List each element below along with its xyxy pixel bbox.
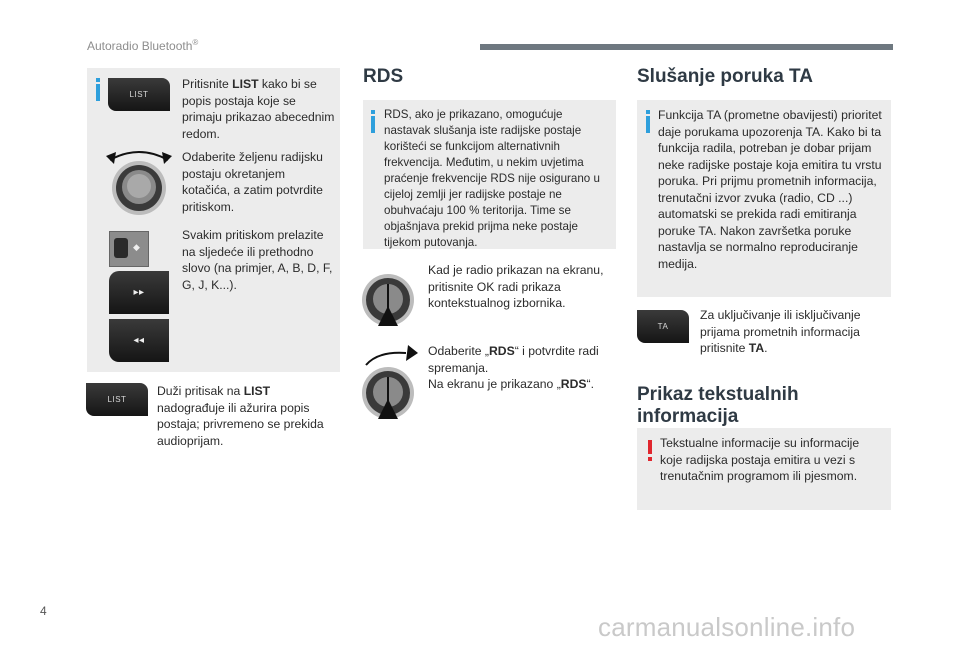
warning-icon [648,440,652,454]
ta-step-text: Za uključivanje ili isključivanje prijama prometnih informacija pritisnite TA. [700,308,861,355]
step-rotate-text: Odaberite željenu radijsku postaju okretanjem kotačića, a zatim potvrdite pritiskom. [182,150,323,214]
rds-heading: RDS [363,66,404,87]
list-button-label: LIST [129,90,149,99]
info-icon [371,116,375,133]
rds-info-text: RDS, ako je prikazano, omogućuje nastavak slušanja iste radijske postaje korišteći se funkcijom alternativnih frekvencija. Međutim, u nekim uvjetima praćenje frekvencije RDS nije osigurano u cijeloj zemlji jer radijske postaje ne obuhvaćaju 100 % teritorija. Time se objašnjava prekid prijma neke postaje tijekom putovanja. [384,108,600,249]
header-bar [480,44,893,50]
rotary-knob-icon [104,146,174,218]
header-title: Autoradio Bluetooth® [87,38,199,53]
rds-step2-text: Odaberite „RDS“ i potvrdite radi spremanja. Na ekranu je prikazano „RDS“. [428,344,599,391]
prev-button-image [109,319,169,362]
ta-info-text: Funkcija TA (prometne obavijesti) prioritet daje porukama upozorenja TA. Kako bi ta funkcija radila, potreban je dobar prijam neke radijske postaje koja emitira tu vrstu poruka. Pri prijmu prometnih informacija, trenutačni izvor zvuka (radio, CD ...) automatski se prekida radi emitiranja poruke TA. Nakon završetka poruke nastavlja se normalno reproduciranje medija. [658,108,882,271]
rotate-confirm-knob-icon [356,341,426,425]
watermark: carmanualsonline.info [598,612,856,642]
info-icon [646,116,650,133]
ok-knob-icon [358,266,418,336]
ta-heading: Slušanje poruka TA [637,66,813,87]
ta-button-label: TA [657,322,669,331]
fast-forward-icon: ▸▸ [133,287,145,298]
warning-text: Tekstualne informacije su informacije koje radijska postaja emitira u vezi s trenutačnim programom ili pjesmom. [660,436,860,483]
list-button-image [108,78,170,111]
step-long-press-text: Duži pritisak na LIST nadograđuje ili ažurira popis postaja; privremeno se prekida audioprijam. [157,384,324,448]
list-button-label-2: LIST [107,395,127,404]
rds-step1-text: Kad je radio prikazan na ekranu, pritisnite OK radi prikaza kontekstualnog izbornika. [428,263,604,310]
mode-button-image: ◆ [109,231,149,267]
rewind-icon: ◂◂ [133,335,145,346]
ta-button-image [637,310,689,343]
step-letter-text: Svakim pritiskom prelazite na sljedeće ili prethodno slovo (na primjer, A, B, D, F, G, J, K...). [182,228,333,292]
page-number: 4 [40,604,47,618]
list-button-image-2 [86,383,148,416]
text-info-heading: Prikaz tekstualnih informacija [637,384,799,427]
info-icon [96,84,100,101]
step-list-text: Pritisnite LIST kako bi se popis postaja koje se primaju prikazao abecednim redom. [182,77,335,141]
next-button-image [109,271,169,314]
